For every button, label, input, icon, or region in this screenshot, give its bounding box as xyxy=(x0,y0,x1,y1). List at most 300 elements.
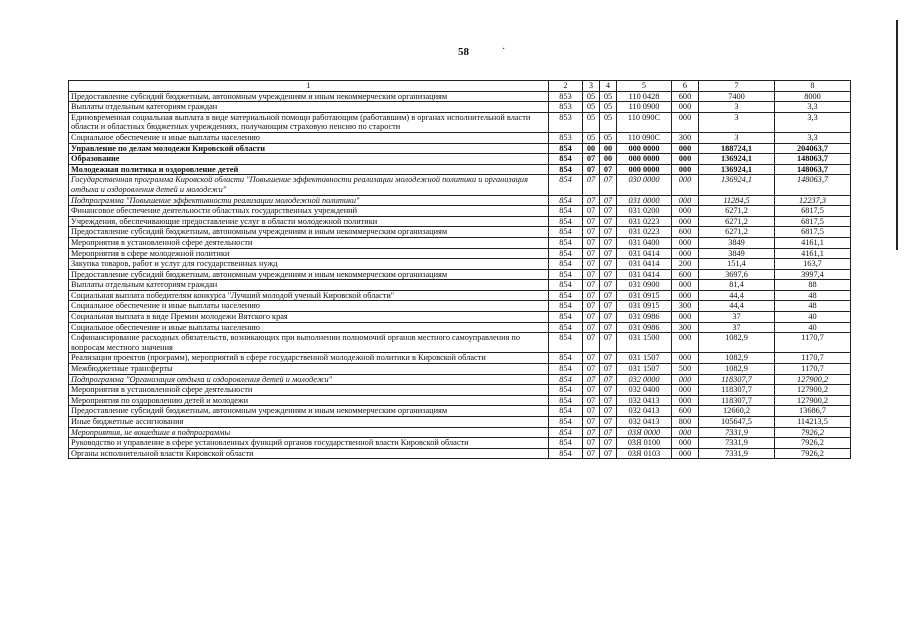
table-row xyxy=(69,237,851,248)
item-name-cell: Выплаты отдельным категориям граждан xyxy=(69,280,549,291)
table-row xyxy=(69,364,851,375)
amount-year1-cell: 3849 xyxy=(699,237,775,248)
admin-code-cell: 854 xyxy=(549,259,583,270)
amount-year2-cell: 8000 xyxy=(775,91,851,102)
expense-type-cell: 000 xyxy=(672,248,699,259)
target-article-cell: 032 0400 xyxy=(617,385,672,396)
amount-year1-cell: 44,4 xyxy=(699,290,775,301)
section-cell: 07 xyxy=(583,290,600,301)
section-cell: 07 xyxy=(583,322,600,333)
expense-type-cell: 000 xyxy=(672,164,699,175)
amount-year2-cell: 88 xyxy=(775,280,851,291)
expense-type-cell: 000 xyxy=(672,427,699,438)
expense-type-cell: 000 xyxy=(672,112,699,132)
target-article-cell: 031 1507 xyxy=(617,364,672,375)
admin-code-cell: 854 xyxy=(549,227,583,238)
amount-year2-cell: 6817,5 xyxy=(775,227,851,238)
amount-year1-cell: 37 xyxy=(699,322,775,333)
amount-year1-cell: 118307,7 xyxy=(699,374,775,385)
admin-code-cell: 854 xyxy=(549,438,583,449)
item-name-cell: Мероприятия, не вошедшие в подпрограммы xyxy=(69,427,549,438)
table-row xyxy=(69,322,851,333)
amount-year1-cell: 3697,6 xyxy=(699,269,775,280)
admin-code-cell: 854 xyxy=(549,427,583,438)
admin-code-cell: 854 xyxy=(549,216,583,227)
amount-year1-cell: 3849 xyxy=(699,248,775,259)
amount-year2-cell: 7926,2 xyxy=(775,438,851,449)
target-article-cell: 031 0414 xyxy=(617,259,672,270)
section-cell: 07 xyxy=(583,438,600,449)
table-row xyxy=(69,269,851,280)
subsection-cell: 07 xyxy=(600,195,617,206)
expense-type-cell: 200 xyxy=(672,259,699,270)
page-number: 58 xyxy=(458,46,469,58)
table-row xyxy=(69,448,851,459)
amount-year1-cell: 3 xyxy=(699,132,775,143)
expense-type-cell: 000 xyxy=(672,374,699,385)
subsection-cell: 07 xyxy=(600,353,617,364)
table-row xyxy=(69,164,851,175)
target-article-cell: 031 0223 xyxy=(617,216,672,227)
expense-type-cell: 000 xyxy=(672,154,699,165)
expense-type-cell: 000 xyxy=(672,312,699,323)
amount-year2-cell: 1170,7 xyxy=(775,333,851,353)
table-row xyxy=(69,280,851,291)
expense-type-cell: 000 xyxy=(672,206,699,217)
amount-year2-cell: 148063,7 xyxy=(775,175,851,195)
amount-year2-cell: 127900,2 xyxy=(775,374,851,385)
target-article-cell: 110 0900 xyxy=(617,102,672,113)
amount-year2-cell: 7926,2 xyxy=(775,448,851,459)
amount-year2-cell: 48 xyxy=(775,301,851,312)
subsection-cell: 07 xyxy=(600,385,617,396)
amount-year2-cell: 1170,7 xyxy=(775,353,851,364)
target-article-cell: 110 090С xyxy=(617,112,672,132)
target-article-cell: 031 0223 xyxy=(617,227,672,238)
expense-type-cell: 600 xyxy=(672,406,699,417)
amount-year1-cell: 188724,1 xyxy=(699,143,775,154)
subsection-cell: 07 xyxy=(600,216,617,227)
subsection-cell: 07 xyxy=(600,237,617,248)
amount-year2-cell: 4161,1 xyxy=(775,237,851,248)
table-row xyxy=(69,290,851,301)
target-article-cell: 031 0414 xyxy=(617,248,672,259)
subsection-cell: 00 xyxy=(600,154,617,165)
amount-year2-cell: 127900,2 xyxy=(775,395,851,406)
admin-code-cell: 854 xyxy=(549,301,583,312)
amount-year2-cell: 114213,5 xyxy=(775,417,851,428)
subsection-cell: 05 xyxy=(600,91,617,102)
expense-type-cell: 000 xyxy=(672,385,699,396)
table-row xyxy=(69,259,851,270)
subsection-cell: 07 xyxy=(600,280,617,291)
subsection-cell: 05 xyxy=(600,112,617,132)
table-header-row xyxy=(69,81,851,92)
admin-code-cell: 854 xyxy=(549,417,583,428)
admin-code-cell: 854 xyxy=(549,322,583,333)
expense-type-cell: 000 xyxy=(672,333,699,353)
item-name-cell: Закупка товаров, работ и услуг для государственных нужд xyxy=(69,259,549,270)
section-cell: 07 xyxy=(583,259,600,270)
item-name-cell: Социальное обеспечение и иные выплаты населению xyxy=(69,322,549,333)
header-cell: 1 xyxy=(69,81,549,92)
amount-year2-cell: 6817,5 xyxy=(775,216,851,227)
expense-type-cell: 300 xyxy=(672,322,699,333)
table-row xyxy=(69,374,851,385)
expense-type-cell: 000 xyxy=(672,353,699,364)
section-cell: 07 xyxy=(583,448,600,459)
target-article-cell: 031 0414 xyxy=(617,269,672,280)
amount-year2-cell: 40 xyxy=(775,322,851,333)
admin-code-cell: 854 xyxy=(549,385,583,396)
subsection-cell: 07 xyxy=(600,406,617,417)
amount-year1-cell: 7331,9 xyxy=(699,427,775,438)
item-name-cell: Предоставление субсидий бюджетным, автономным учреждениям и иным некоммерческим организациям xyxy=(69,91,549,102)
table-row xyxy=(69,154,851,165)
item-name-cell: Мероприятия в установленной сфере деятельности xyxy=(69,385,549,396)
admin-code-cell: 854 xyxy=(549,164,583,175)
subsection-cell: 07 xyxy=(600,248,617,259)
admin-code-cell: 854 xyxy=(549,280,583,291)
section-cell: 07 xyxy=(583,406,600,417)
item-name-cell: Управление по делам молодежи Кировской области xyxy=(69,143,549,154)
amount-year1-cell: 1082,9 xyxy=(699,333,775,353)
admin-code-cell: 854 xyxy=(549,175,583,195)
header-cell: 5 xyxy=(617,81,672,92)
target-article-cell: 03Я 0100 xyxy=(617,438,672,449)
amount-year1-cell: 118307,7 xyxy=(699,385,775,396)
admin-code-cell: 854 xyxy=(549,374,583,385)
subsection-cell: 07 xyxy=(600,301,617,312)
admin-code-cell: 854 xyxy=(549,195,583,206)
amount-year1-cell: 81,4 xyxy=(699,280,775,291)
section-cell: 07 xyxy=(583,227,600,238)
target-article-cell: 000 0000 xyxy=(617,143,672,154)
admin-code-cell: 853 xyxy=(549,91,583,102)
target-article-cell: 031 1500 xyxy=(617,333,672,353)
amount-year1-cell: 136924,1 xyxy=(699,164,775,175)
budget-table xyxy=(68,80,851,459)
admin-code-cell: 854 xyxy=(549,395,583,406)
subsection-cell: 07 xyxy=(600,322,617,333)
target-article-cell: 031 0986 xyxy=(617,322,672,333)
header-cell: 4 xyxy=(600,81,617,92)
admin-code-cell: 854 xyxy=(549,448,583,459)
amount-year2-cell: 3997,4 xyxy=(775,269,851,280)
table-row xyxy=(69,406,851,417)
amount-year1-cell: 37 xyxy=(699,312,775,323)
header-cell: 7 xyxy=(699,81,775,92)
amount-year2-cell: 1170,7 xyxy=(775,364,851,375)
admin-code-cell: 854 xyxy=(549,269,583,280)
item-name-cell: Единовременная социальная выплата в виде материальной помощи работающим (работавшим) в органах исполнительной власти области и областных бюджетных учреждениях, получающим страховую пенсию по старости xyxy=(69,112,549,132)
amount-year2-cell: 40 xyxy=(775,312,851,323)
amount-year1-cell: 105647,5 xyxy=(699,417,775,428)
table-row xyxy=(69,195,851,206)
target-article-cell: 031 0200 xyxy=(617,206,672,217)
section-cell: 07 xyxy=(583,280,600,291)
amount-year2-cell: 7926,2 xyxy=(775,427,851,438)
amount-year1-cell: 6271,2 xyxy=(699,227,775,238)
subsection-cell: 07 xyxy=(600,333,617,353)
subsection-cell: 07 xyxy=(600,417,617,428)
table-row xyxy=(69,395,851,406)
amount-year1-cell: 12660,2 xyxy=(699,406,775,417)
target-article-cell: 110 090С xyxy=(617,132,672,143)
section-cell: 05 xyxy=(583,132,600,143)
target-article-cell: 031 0400 xyxy=(617,237,672,248)
amount-year2-cell: 48 xyxy=(775,290,851,301)
amount-year2-cell: 12237,3 xyxy=(775,195,851,206)
amount-year1-cell: 7400 xyxy=(699,91,775,102)
amount-year1-cell: 6271,2 xyxy=(699,206,775,217)
expense-type-cell: 000 xyxy=(672,395,699,406)
section-cell: 07 xyxy=(583,269,600,280)
section-cell: 07 xyxy=(583,374,600,385)
item-name-cell: Государственная программа Кировской области "Повышение эффективности реализации молодежной политики и организация отдыха и оздоровления детей и молодежи" xyxy=(69,175,549,195)
subsection-cell: 07 xyxy=(600,227,617,238)
section-cell: 07 xyxy=(583,248,600,259)
amount-year1-cell: 7331,9 xyxy=(699,448,775,459)
subsection-cell: 00 xyxy=(600,143,617,154)
subsection-cell: 07 xyxy=(600,269,617,280)
section-cell: 07 xyxy=(583,154,600,165)
section-cell: 05 xyxy=(583,112,600,132)
amount-year1-cell: 118307,7 xyxy=(699,395,775,406)
expense-type-cell: 300 xyxy=(672,132,699,143)
table-row xyxy=(69,353,851,364)
admin-code-cell: 854 xyxy=(549,206,583,217)
section-cell: 07 xyxy=(583,164,600,175)
subsection-cell: 07 xyxy=(600,374,617,385)
section-cell: 07 xyxy=(583,353,600,364)
subsection-cell: 07 xyxy=(600,164,617,175)
expense-type-cell: 500 xyxy=(672,364,699,375)
target-article-cell: 032 0413 xyxy=(617,395,672,406)
item-name-cell: Предоставление субсидий бюджетным, автономным учреждениям и иным некоммерческим организациям xyxy=(69,227,549,238)
table-row xyxy=(69,427,851,438)
subsection-cell: 07 xyxy=(600,312,617,323)
item-name-cell: Социальное обеспечение и иные выплаты населению xyxy=(69,301,549,312)
section-cell: 05 xyxy=(583,91,600,102)
section-cell: 07 xyxy=(583,385,600,396)
target-article-cell: 031 0900 xyxy=(617,280,672,291)
admin-code-cell: 854 xyxy=(549,353,583,364)
amount-year2-cell: 204063,7 xyxy=(775,143,851,154)
admin-code-cell: 854 xyxy=(549,290,583,301)
table-row xyxy=(69,102,851,113)
amount-year1-cell: 1082,9 xyxy=(699,364,775,375)
expense-type-cell: 000 xyxy=(672,438,699,449)
item-name-cell: Социальное обеспечение и иные выплаты населению xyxy=(69,132,549,143)
item-name-cell: Мероприятия в сфере молодежной политики xyxy=(69,248,549,259)
target-article-cell: 000 0000 xyxy=(617,164,672,175)
table-row xyxy=(69,438,851,449)
section-cell: 07 xyxy=(583,395,600,406)
target-article-cell: 110 0428 xyxy=(617,91,672,102)
table-row xyxy=(69,312,851,323)
section-cell: 07 xyxy=(583,312,600,323)
item-name-cell: Иные бюджетные ассигнования xyxy=(69,417,549,428)
target-article-cell: 031 0986 xyxy=(617,312,672,323)
amount-year2-cell: 3,3 xyxy=(775,102,851,113)
target-article-cell: 03Я 0103 xyxy=(617,448,672,459)
admin-code-cell: 854 xyxy=(549,406,583,417)
section-cell: 05 xyxy=(583,102,600,113)
section-cell: 07 xyxy=(583,175,600,195)
target-article-cell: 032 0413 xyxy=(617,406,672,417)
item-name-cell: Руководство и управление в сфере установленных функций органов государственной власти Кировской области xyxy=(69,438,549,449)
item-name-cell: Подпрограмма "Повышение эффективности реализации молодежной политики" xyxy=(69,195,549,206)
table-row xyxy=(69,385,851,396)
admin-code-cell: 854 xyxy=(549,237,583,248)
admin-code-cell: 853 xyxy=(549,132,583,143)
admin-code-cell: 854 xyxy=(549,364,583,375)
amount-year1-cell: 44,4 xyxy=(699,301,775,312)
amount-year2-cell: 4161,1 xyxy=(775,248,851,259)
subsection-cell: 07 xyxy=(600,206,617,217)
table-row xyxy=(69,301,851,312)
amount-year1-cell: 7331,9 xyxy=(699,438,775,449)
item-name-cell: Образование xyxy=(69,154,549,165)
expense-type-cell: 000 xyxy=(672,216,699,227)
subsection-cell: 07 xyxy=(600,448,617,459)
item-name-cell: Выплаты отдельным категориям граждан xyxy=(69,102,549,113)
section-cell: 07 xyxy=(583,427,600,438)
target-article-cell: 032 0000 xyxy=(617,374,672,385)
item-name-cell: Финансовое обеспечение деятельности областных государственных учреждений xyxy=(69,206,549,217)
section-cell: 07 xyxy=(583,417,600,428)
amount-year1-cell: 3 xyxy=(699,102,775,113)
target-article-cell: 031 0915 xyxy=(617,301,672,312)
section-cell: 00 xyxy=(583,143,600,154)
margin-rule xyxy=(896,20,898,250)
subsection-cell: 07 xyxy=(600,395,617,406)
table-row xyxy=(69,248,851,259)
amount-year2-cell: 3,3 xyxy=(775,132,851,143)
target-article-cell: 031 0915 xyxy=(617,290,672,301)
expense-type-cell: 800 xyxy=(672,417,699,428)
section-cell: 07 xyxy=(583,333,600,353)
item-name-cell: Реализация проектов (программ), мероприятий в сфере государственной молодежной политики в Кировской области xyxy=(69,353,549,364)
amount-year1-cell: 1082,9 xyxy=(699,353,775,364)
header-cell: 6 xyxy=(672,81,699,92)
expense-type-cell: 600 xyxy=(672,227,699,238)
item-name-cell: Социальная выплата в виде Премии молодежи Вятского края xyxy=(69,312,549,323)
admin-code-cell: 854 xyxy=(549,312,583,323)
admin-code-cell: 854 xyxy=(549,333,583,353)
header-cell: 8 xyxy=(775,81,851,92)
admin-code-cell: 853 xyxy=(549,102,583,113)
amount-year2-cell: 127900,2 xyxy=(775,385,851,396)
expense-type-cell: 000 xyxy=(672,290,699,301)
expense-type-cell: 600 xyxy=(672,91,699,102)
amount-year1-cell: 11284,5 xyxy=(699,195,775,206)
target-article-cell: 000 0000 xyxy=(617,154,672,165)
subsection-cell: 07 xyxy=(600,175,617,195)
amount-year2-cell: 3,3 xyxy=(775,112,851,132)
expense-type-cell: 000 xyxy=(672,143,699,154)
item-name-cell: Софинансирование расходных обязательств, возникающих при выполнении полномочий органов местного самоуправления по вопросам местного значения xyxy=(69,333,549,353)
section-cell: 07 xyxy=(583,364,600,375)
amount-year2-cell: 148063,7 xyxy=(775,164,851,175)
target-article-cell: 03Я 0000 xyxy=(617,427,672,438)
item-name-cell: Социальная выплата победителям конкурса "Лучший молодой ученый Кировской области" xyxy=(69,290,549,301)
item-name-cell: Межбюджетные трансферты xyxy=(69,364,549,375)
amount-year1-cell: 3 xyxy=(699,112,775,132)
table-row xyxy=(69,112,851,132)
expense-type-cell: 000 xyxy=(672,280,699,291)
amount-year2-cell: 6817,5 xyxy=(775,206,851,217)
table-row xyxy=(69,417,851,428)
header-cell: 3 xyxy=(583,81,600,92)
item-name-cell: Предоставление субсидий бюджетным, автономным учреждениям и иным некоммерческим организациям xyxy=(69,269,549,280)
table-row xyxy=(69,132,851,143)
amount-year2-cell: 148063,7 xyxy=(775,154,851,165)
expense-type-cell: 000 xyxy=(672,448,699,459)
subsection-cell: 07 xyxy=(600,290,617,301)
subsection-cell: 07 xyxy=(600,438,617,449)
section-cell: 07 xyxy=(583,237,600,248)
item-name-cell: Органы исполнительной власти Кировской области xyxy=(69,448,549,459)
amount-year1-cell: 136924,1 xyxy=(699,154,775,165)
expense-type-cell: 600 xyxy=(672,269,699,280)
subsection-cell: 07 xyxy=(600,364,617,375)
header-cell: 2 xyxy=(549,81,583,92)
expense-type-cell: 300 xyxy=(672,301,699,312)
amount-year2-cell: 13686,7 xyxy=(775,406,851,417)
admin-code-cell: 854 xyxy=(549,154,583,165)
expense-type-cell: 000 xyxy=(672,237,699,248)
subsection-cell: 07 xyxy=(600,259,617,270)
subsection-cell: 05 xyxy=(600,102,617,113)
section-cell: 07 xyxy=(583,301,600,312)
amount-year1-cell: 151,4 xyxy=(699,259,775,270)
table-row xyxy=(69,227,851,238)
admin-code-cell: 854 xyxy=(549,248,583,259)
table-row xyxy=(69,91,851,102)
item-name-cell: Учреждения, обеспечивающие предоставление услуг в области молодежной политики xyxy=(69,216,549,227)
item-name-cell: Подпрограмма "Организация отдыха и оздоровления детей и молодежи" xyxy=(69,374,549,385)
table-row xyxy=(69,333,851,353)
expense-type-cell: 000 xyxy=(672,102,699,113)
amount-year2-cell: 163,7 xyxy=(775,259,851,270)
target-article-cell: 031 1507 xyxy=(617,353,672,364)
expense-type-cell: 000 xyxy=(672,195,699,206)
page-mark: · xyxy=(502,44,506,55)
amount-year1-cell: 136924,1 xyxy=(699,175,775,195)
section-cell: 07 xyxy=(583,195,600,206)
admin-code-cell: 854 xyxy=(549,143,583,154)
table-row xyxy=(69,143,851,154)
table-row xyxy=(69,216,851,227)
amount-year1-cell: 6271,2 xyxy=(699,216,775,227)
item-name-cell: Предоставление субсидий бюджетным, автономным учреждениям и иным некоммерческим организациям xyxy=(69,406,549,417)
admin-code-cell: 853 xyxy=(549,112,583,132)
section-cell: 07 xyxy=(583,206,600,217)
section-cell: 07 xyxy=(583,216,600,227)
table-row xyxy=(69,206,851,217)
item-name-cell: Мероприятия в установленной сфере деятельности xyxy=(69,237,549,248)
target-article-cell: 032 0413 xyxy=(617,417,672,428)
subsection-cell: 07 xyxy=(600,427,617,438)
item-name-cell: Мероприятия по оздоровлению детей и молодежи xyxy=(69,395,549,406)
table-row xyxy=(69,175,851,195)
item-name-cell: Молодежная политика и оздоровление детей xyxy=(69,164,549,175)
expense-type-cell: 000 xyxy=(672,175,699,195)
subsection-cell: 05 xyxy=(600,132,617,143)
target-article-cell: 031 0000 xyxy=(617,195,672,206)
